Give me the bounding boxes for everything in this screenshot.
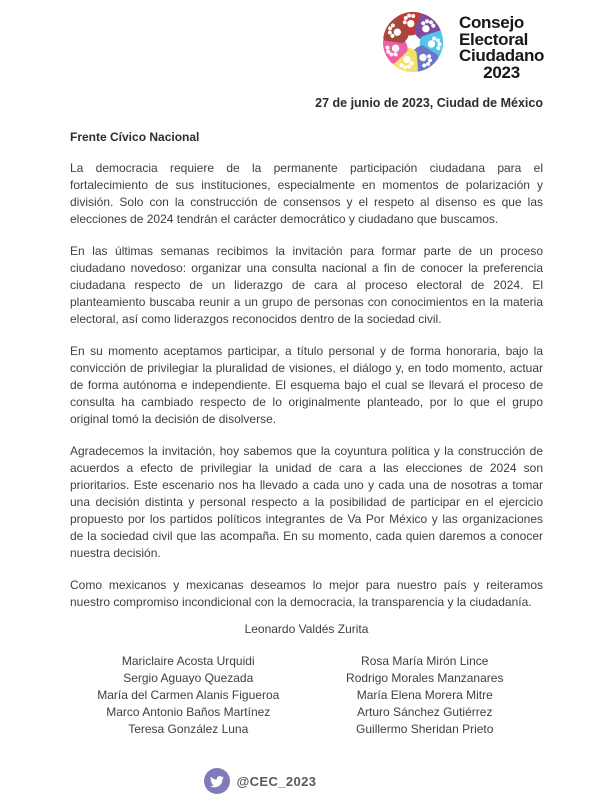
logo-line-year: 2023 [483,62,520,82]
signatories-column-right [307,653,544,738]
dateline: 27 de junio de 2023, Ciudad de México [315,96,543,110]
letter-body [70,96,543,738]
signatory-name: María del Carmen Alanis Figueroa [97,688,280,702]
signatory-name: Arturo Sánchez Gutiérrez [357,705,493,719]
logo-wordmark [459,15,544,81]
signatory-name: Marco Antonio Baños Martínez [106,705,271,719]
recipient: Frente Cívico Nacional [70,130,200,144]
signatory-lead: Leonardo Valdés Zurita [244,622,369,636]
twitter-badge [204,768,317,794]
twitter-icon [204,768,230,794]
paragraph-3: En su momento aceptamos participar, a título personal y de forma honoraria, bajo la convicción de privilegiar la pluralidad de visiones, el diálogo y, en todo momento, actuar de forma autónoma e independiente. El esquema bajo el cual se llevará el proceso de consulta ha cambiado respecto de lo originalmente planteado, por lo que el grupo original tomó la decisión de disolverse. [70,344,543,426]
paragraph-1: La democracia requiere de la permanente participación ciudadana para el fortalecimiento de sus instituciones, especialmente en momentos de polarización y división. Solo con la construcción de consensos y el respeto al disenso es que las elecciones de 2024 tendrán el carácter democrático y ciudadano que buscamos. [70,161,543,226]
signatories-column-left [70,653,307,738]
paragraph-2: En las últimas semanas recibimos la invitación para formar parte de un proceso ciudadano novedoso: organizar una consulta nacional a fin de conocer la preferencia ciudadana respecto de un liderazgo de cara al proceso electoral de 2024. El planteamiento buscaba reunir a un grupo de personas con conocimientos en la materia electoral, así como liderazgos reconocidos dentro de la sociedad civil. [70,244,543,326]
paragraph-4: Agradecemos la invitación, hoy sabemos que la coyuntura política y la construcción de acuerdos a efecto de privilegiar la unidad de cara a las elecciones de 2024 son prioritarios. Este escenario nos ha llevado a cada uno y cada una de nosotras a tomar una decisión distinta y personal respecto a la posibilidad de participar en el ejercicio propuesto por los partidos políticos integrantes de Va Por México y las organizaciones de la sociedad civil que las acompaña. En su momento, cada quien daremos a conocer nuestra decisión. [70,444,543,560]
signatories-list [70,653,543,738]
logo-line-1: Consejo [459,13,524,32]
footer [0,768,610,794]
logo-line-3: Ciudadano [459,46,545,65]
signatory-name: Teresa González Luna [128,722,249,736]
cec-logo-icon [376,4,450,80]
signatory-name: Mariclaire Acosta Urquidi [121,654,255,668]
signatory-name: Rodrigo Morales Manzanares [346,671,504,685]
twitter-handle: @CEC_2023 [236,773,317,789]
paragraph-5: Como mexicanos y mexicanas deseamos lo mejor para nuestro país y reiteramos nuestro compromiso incondicional con la democracia, la transparencia y la ciudadanía. [70,578,543,609]
signatory-name: Sergio Aguayo Quezada [123,671,254,685]
signatory-name: Rosa María Mirón Lince [361,654,489,668]
logo-line-2: Electoral [459,29,529,49]
signatory-name: Guillermo Sheridan Prieto [356,722,494,736]
signatory-name: María Elena Morera Mitre [356,688,493,702]
